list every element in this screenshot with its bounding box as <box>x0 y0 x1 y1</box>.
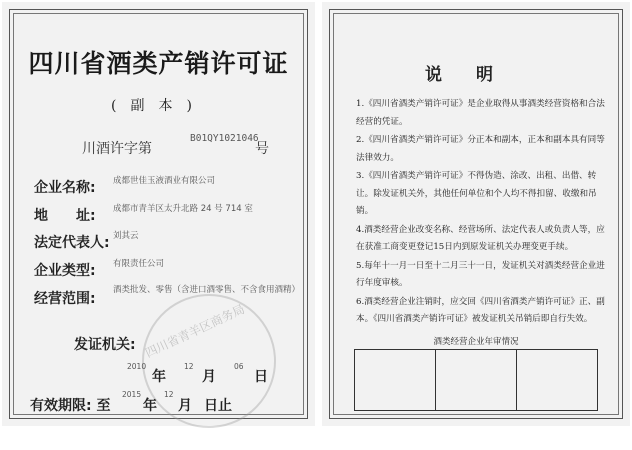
validity-month-char: 月 <box>178 398 192 414</box>
field-value-address: 成都市青羊区太升北路 24 号 714 室 <box>113 204 253 214</box>
field-value-scope: 酒类批发、零售（含进口酒零售、不含食用酒精） <box>113 285 301 295</box>
validity-end-char: 日止 <box>204 398 232 414</box>
instructions-title: 说明 <box>425 65 527 85</box>
issue-month-char: 月 <box>202 369 216 385</box>
issuer-label: 发证机关: <box>74 337 136 353</box>
issue-year: 2010 <box>127 362 147 371</box>
instruction-item: 1.《四川省酒类产销许可证》是企业取得从事酒类经营资格和合法经营的凭证。 <box>356 99 605 127</box>
issue-month: 12 <box>184 362 194 371</box>
instructions-list <box>356 96 606 330</box>
field-label-company: 企业名称: <box>34 180 96 196</box>
field-label-type: 企业类型: <box>34 263 96 279</box>
issue-day: 06 <box>234 362 244 371</box>
field-label-scope: 经营范围: <box>34 291 96 307</box>
field-value-company: 成都世佳玉液酒业有限公司 <box>113 176 216 186</box>
instruction-item: 3.《四川省酒类产销许可证》不得伪造、涂改、出租、出借、转让。除发证机关外，其他任何单位和个人均不得扣留、收缴和吊销。 <box>356 171 597 216</box>
review-cell <box>517 350 597 410</box>
field-label-address: 地 址: <box>34 208 96 224</box>
license-suffix: 号 <box>255 141 269 157</box>
license-number: B01QY1021046 <box>190 133 259 144</box>
instruction-item: 6.酒类经营企业注销时，应交回《四川省酒类产销许可证》正、副本。《四川省酒类产销许可证》被发证机关吊销后即自行失效。 <box>356 296 605 324</box>
copy-subtitle: (副本) <box>111 98 206 114</box>
instruction-item: 4.酒类经营企业改变名称、经营场所、法定代表人或负责人等，应在获准工商变更登记15日内到原发证机关办理变更手续。 <box>356 224 605 252</box>
review-cell <box>355 350 436 410</box>
validity-label: 有效期限: 至 <box>30 398 111 414</box>
field-value-type: 有限责任公司 <box>113 259 165 269</box>
validity-year-char: 年 <box>143 398 157 414</box>
instruction-item: 5.每年十一月一日至十二月三十一日，发证机关对酒类经营企业进行年度审核。 <box>356 260 605 288</box>
instruction-item: 2.《四川省酒类产销许可证》分正本和副本，正本和副本具有同等法律效力。 <box>356 135 605 163</box>
review-cell <box>436 350 517 410</box>
license-copy-page <box>2 2 315 426</box>
issue-day-char: 日 <box>254 369 268 385</box>
license-prefix: 川酒许字第 <box>82 141 152 157</box>
validity-month: 12 <box>164 390 174 399</box>
annual-review-table <box>354 349 598 411</box>
issue-year-char: 年 <box>152 369 166 385</box>
seal-text: 四川省青羊区商务局 <box>143 301 247 361</box>
field-value-representative: 刘其云 <box>113 231 139 241</box>
annual-review-title: 酒类经营企业年审情况 <box>433 337 519 347</box>
validity-year: 2015 <box>122 390 142 399</box>
field-label-representative: 法定代表人: <box>34 235 110 251</box>
license-title: 四川省酒类产销许可证 <box>28 49 289 78</box>
instructions-page <box>322 2 630 426</box>
